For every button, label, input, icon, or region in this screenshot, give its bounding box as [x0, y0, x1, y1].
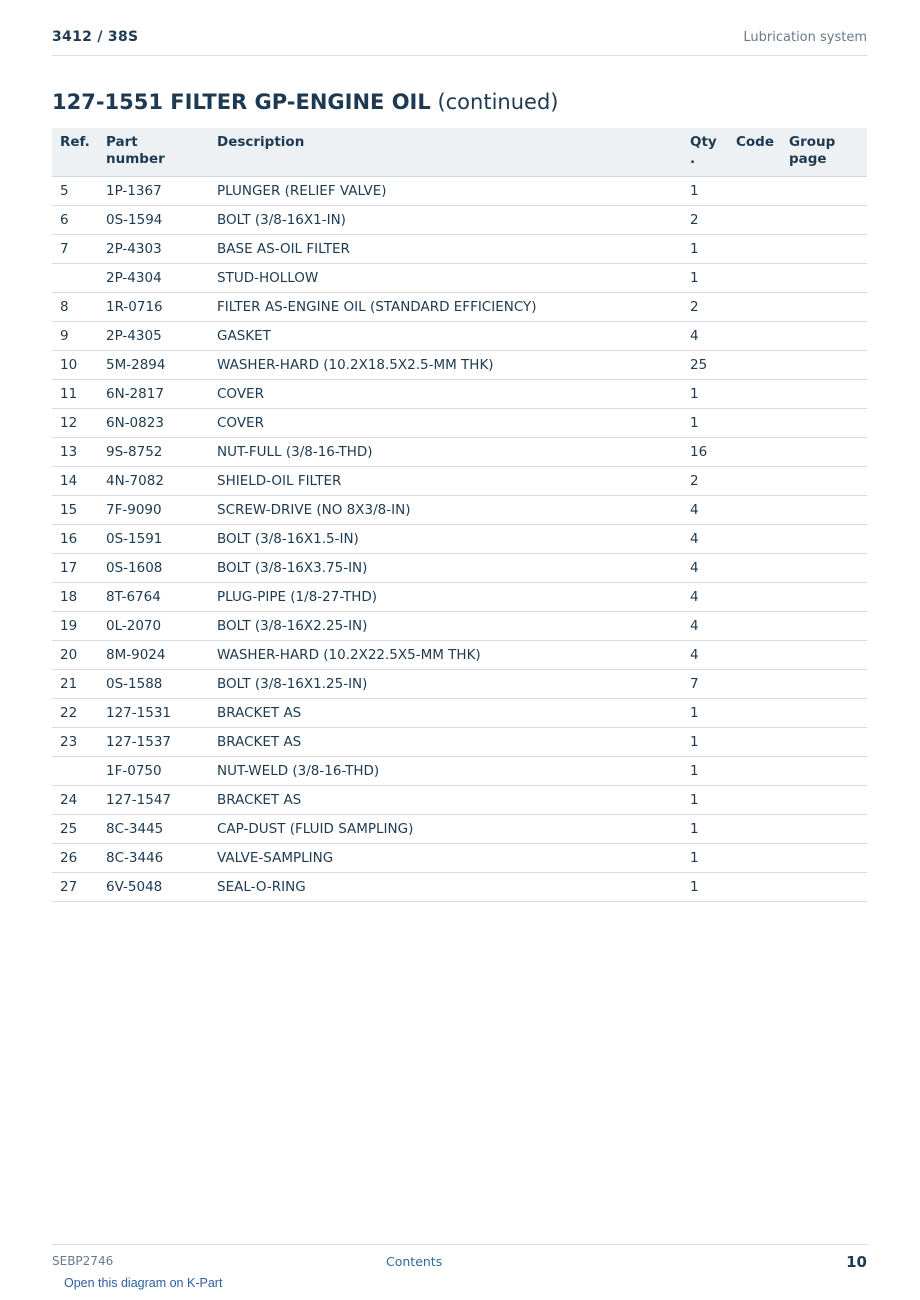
ref-cell: 9: [52, 322, 98, 351]
ref-cell: 22: [52, 699, 98, 728]
table-row: [52, 670, 867, 699]
code-cell: [728, 496, 781, 525]
qty-cell: 2: [682, 467, 728, 496]
part-number-cell: 4N-7082: [98, 467, 209, 496]
ref-cell: 23: [52, 728, 98, 757]
part-number-cell: 127-1531: [98, 699, 209, 728]
qty-cell: 1: [682, 844, 728, 873]
description-cell: BOLT (3/8-16X2.25-IN): [209, 612, 682, 641]
group-page-cell: [781, 641, 867, 670]
code-cell: [728, 351, 781, 380]
group-page-cell: [781, 438, 867, 467]
part-number-cell: 127-1547: [98, 786, 209, 815]
table-row: [52, 554, 867, 583]
col-header-ref: Ref.: [52, 128, 98, 177]
description-cell: NUT-WELD (3/8-16-THD): [209, 757, 682, 786]
table-row: [52, 351, 867, 380]
qty-cell: 1: [682, 728, 728, 757]
table-row: [52, 235, 867, 264]
col-header-qty: [682, 128, 728, 177]
group-page-cell: [781, 699, 867, 728]
ref-cell: 7: [52, 235, 98, 264]
code-cell: [728, 235, 781, 264]
description-cell: BRACKET AS: [209, 786, 682, 815]
code-cell: [728, 670, 781, 699]
part-number-cell: 0S-1608: [98, 554, 209, 583]
group-page-cell: [781, 525, 867, 554]
code-cell: [728, 206, 781, 235]
ref-cell: 20: [52, 641, 98, 670]
description-cell: SEAL-O-RING: [209, 873, 682, 902]
ref-cell: 12: [52, 409, 98, 438]
table-row: [52, 177, 867, 206]
table-row: [52, 264, 867, 293]
description-cell: PLUNGER (RELIEF VALVE): [209, 177, 682, 206]
table-row: [52, 844, 867, 873]
description-cell: SHIELD-OIL FILTER: [209, 467, 682, 496]
ref-cell: 24: [52, 786, 98, 815]
table-row: [52, 496, 867, 525]
group-page-cell: [781, 612, 867, 641]
description-cell: COVER: [209, 409, 682, 438]
ref-cell: 10: [52, 351, 98, 380]
description-cell: BASE AS-OIL FILTER: [209, 235, 682, 264]
ref-cell: [52, 264, 98, 293]
col-header-code: Code: [728, 128, 781, 177]
part-number-cell: 1F-0750: [98, 757, 209, 786]
group-page-cell: [781, 467, 867, 496]
qty-cell: 2: [682, 293, 728, 322]
code-cell: [728, 873, 781, 902]
parts-table-header: [52, 128, 867, 177]
code-cell: [728, 699, 781, 728]
code-cell: [728, 728, 781, 757]
group-page-cell: [781, 583, 867, 612]
part-number-cell: 9S-8752: [98, 438, 209, 467]
ref-cell: 15: [52, 496, 98, 525]
description-cell: BOLT (3/8-16X1.25-IN): [209, 670, 682, 699]
code-cell: [728, 380, 781, 409]
table-row: [52, 699, 867, 728]
parts-table: [52, 128, 867, 902]
description-cell: BRACKET AS: [209, 728, 682, 757]
code-cell: [728, 409, 781, 438]
group-header-line1: Group: [789, 134, 836, 150]
description-cell: BOLT (3/8-16X1.5-IN): [209, 525, 682, 554]
description-cell: NUT-FULL (3/8-16-THD): [209, 438, 682, 467]
ref-cell: 6: [52, 206, 98, 235]
qty-cell: 1: [682, 815, 728, 844]
part-number-cell: 1P-1367: [98, 177, 209, 206]
table-row: [52, 873, 867, 902]
table-row: [52, 786, 867, 815]
qty-cell: 1: [682, 409, 728, 438]
part-number-cell: 0S-1588: [98, 670, 209, 699]
group-page-cell: [781, 554, 867, 583]
group-page-cell: [781, 786, 867, 815]
ref-cell: 13: [52, 438, 98, 467]
part-number-cell: 8M-9024: [98, 641, 209, 670]
ref-cell: 16: [52, 525, 98, 554]
qty-cell: 1: [682, 264, 728, 293]
part-number-cell: 2P-4305: [98, 322, 209, 351]
part-number-cell: 5M-2894: [98, 351, 209, 380]
page-header: [52, 28, 867, 56]
model-label: 3412 / 38S: [52, 29, 139, 45]
qty-cell: 1: [682, 786, 728, 815]
ref-cell: 18: [52, 583, 98, 612]
code-cell: [728, 844, 781, 873]
group-page-cell: [781, 177, 867, 206]
ref-cell: 17: [52, 554, 98, 583]
group-page-cell: [781, 496, 867, 525]
table-row: [52, 409, 867, 438]
qty-cell: 1: [682, 757, 728, 786]
part-number-cell: 2P-4304: [98, 264, 209, 293]
group-page-cell: [781, 264, 867, 293]
part-number-cell: 0S-1591: [98, 525, 209, 554]
code-cell: [728, 612, 781, 641]
description-cell: PLUG-PIPE (1/8-27-THD): [209, 583, 682, 612]
ref-cell: 8: [52, 293, 98, 322]
code-cell: [728, 264, 781, 293]
part-number-cell: 127-1537: [98, 728, 209, 757]
group-page-cell: [781, 409, 867, 438]
group-page-cell: [781, 757, 867, 786]
part-number-cell: 6V-5048: [98, 873, 209, 902]
part-number-cell: 8T-6764: [98, 583, 209, 612]
title-main: 127-1551 FILTER GP-ENGINE OIL: [52, 90, 431, 114]
contents-link[interactable]: Contents: [386, 1254, 443, 1269]
ref-cell: 21: [52, 670, 98, 699]
description-cell: FILTER AS-ENGINE OIL (STANDARD EFFICIENCY): [209, 293, 682, 322]
table-row: [52, 815, 867, 844]
description-cell: BOLT (3/8-16X1-IN): [209, 206, 682, 235]
open-kpart-link[interactable]: Open this diagram on K-Part: [64, 1276, 223, 1290]
col-header-description: Description: [209, 128, 682, 177]
code-cell: [728, 322, 781, 351]
part-number-cell: 6N-2817: [98, 380, 209, 409]
header-row: [52, 128, 867, 177]
qty-header-line2: .: [690, 151, 696, 167]
code-cell: [728, 177, 781, 206]
parts-table-body: [52, 177, 867, 902]
ref-cell: 26: [52, 844, 98, 873]
part-number-cell: 8C-3446: [98, 844, 209, 873]
group-page-cell: [781, 815, 867, 844]
qty-cell: 1: [682, 177, 728, 206]
page-footer: [52, 1244, 867, 1275]
description-cell: CAP-DUST (FLUID SAMPLING): [209, 815, 682, 844]
description-cell: WASHER-HARD (10.2X18.5X2.5-MM THK): [209, 351, 682, 380]
group-page-cell: [781, 873, 867, 902]
code-cell: [728, 641, 781, 670]
description-cell: WASHER-HARD (10.2X22.5X5-MM THK): [209, 641, 682, 670]
table-row: [52, 206, 867, 235]
table-row: [52, 641, 867, 670]
group-page-cell: [781, 670, 867, 699]
qty-cell: 4: [682, 496, 728, 525]
code-cell: [728, 786, 781, 815]
code-cell: [728, 525, 781, 554]
ref-cell: 14: [52, 467, 98, 496]
group-page-cell: [781, 322, 867, 351]
part-number-cell: 0L-2070: [98, 612, 209, 641]
group-page-cell: [781, 206, 867, 235]
table-row: [52, 467, 867, 496]
qty-cell: 1: [682, 380, 728, 409]
qty-cell: 4: [682, 525, 728, 554]
group-header-line2: page: [789, 151, 827, 167]
description-cell: COVER: [209, 380, 682, 409]
group-page-cell: [781, 293, 867, 322]
part-number-cell: 6N-0823: [98, 409, 209, 438]
part-number-cell: 8C-3445: [98, 815, 209, 844]
part-number-cell: 7F-9090: [98, 496, 209, 525]
table-row: [52, 757, 867, 786]
col-header-part-number: Part number: [98, 128, 209, 177]
qty-cell: 4: [682, 612, 728, 641]
ref-cell: [52, 757, 98, 786]
table-row: [52, 525, 867, 554]
part-number-cell: 2P-4303: [98, 235, 209, 264]
code-cell: [728, 583, 781, 612]
page-title: [52, 90, 558, 114]
table-row: [52, 322, 867, 351]
description-cell: GASKET: [209, 322, 682, 351]
description-cell: BRACKET AS: [209, 699, 682, 728]
ref-cell: 5: [52, 177, 98, 206]
code-cell: [728, 438, 781, 467]
group-page-cell: [781, 351, 867, 380]
qty-cell: 4: [682, 583, 728, 612]
group-page-cell: [781, 380, 867, 409]
description-cell: BOLT (3/8-16X3.75-IN): [209, 554, 682, 583]
qty-cell: 25: [682, 351, 728, 380]
table-row: [52, 438, 867, 467]
section-name: Lubrication system: [743, 30, 867, 45]
qty-cell: 4: [682, 554, 728, 583]
qty-cell: 16: [682, 438, 728, 467]
part-number-cell: 1R-0716: [98, 293, 209, 322]
description-cell: VALVE-SAMPLING: [209, 844, 682, 873]
table-row: [52, 728, 867, 757]
table-row: [52, 612, 867, 641]
table-row: [52, 293, 867, 322]
page-number: 10: [846, 1253, 867, 1271]
qty-cell: 2: [682, 206, 728, 235]
qty-cell: 7: [682, 670, 728, 699]
group-page-cell: [781, 235, 867, 264]
qty-cell: 1: [682, 235, 728, 264]
qty-header-line1: Qty: [690, 134, 717, 150]
table-row: [52, 583, 867, 612]
table-row: [52, 380, 867, 409]
qty-cell: 1: [682, 873, 728, 902]
ref-cell: 11: [52, 380, 98, 409]
description-cell: SCREW-DRIVE (NO 8X3/8-IN): [209, 496, 682, 525]
title-suffix: (continued): [437, 90, 559, 114]
ref-cell: 19: [52, 612, 98, 641]
document-id: SEBP2746: [52, 1254, 114, 1268]
code-cell: [728, 293, 781, 322]
code-cell: [728, 757, 781, 786]
col-header-group-page: [781, 128, 867, 177]
qty-cell: 4: [682, 641, 728, 670]
description-cell: STUD-HOLLOW: [209, 264, 682, 293]
code-cell: [728, 815, 781, 844]
qty-cell: 4: [682, 322, 728, 351]
part-number-cell: 0S-1594: [98, 206, 209, 235]
qty-cell: 1: [682, 699, 728, 728]
group-page-cell: [781, 844, 867, 873]
ref-cell: 27: [52, 873, 98, 902]
ref-cell: 25: [52, 815, 98, 844]
group-page-cell: [781, 728, 867, 757]
code-cell: [728, 554, 781, 583]
code-cell: [728, 467, 781, 496]
